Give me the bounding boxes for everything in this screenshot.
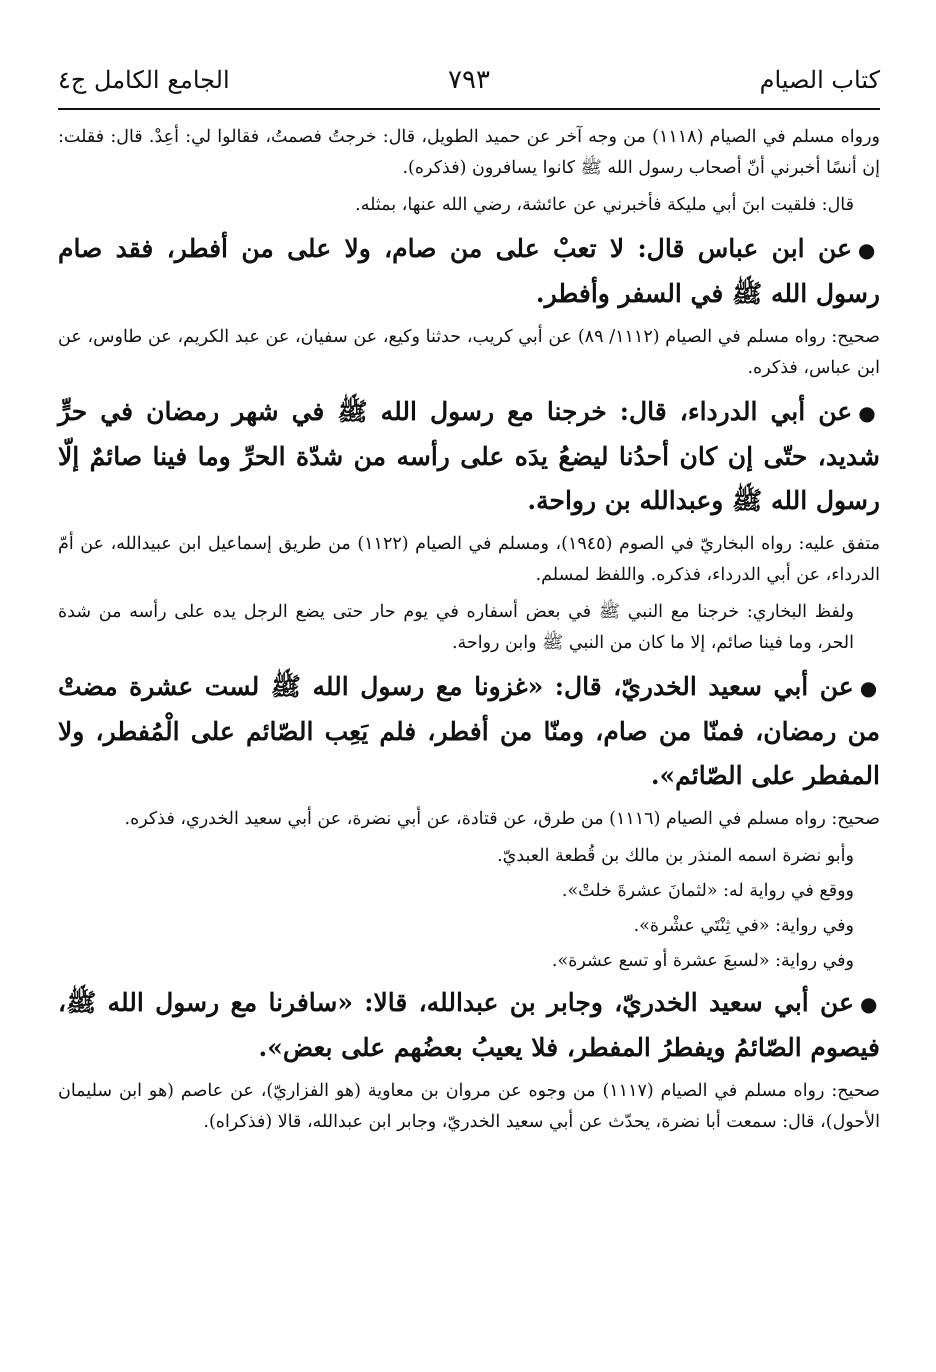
narration-variants	[58, 841, 880, 977]
commentary-paragraph: قال: فلقيت ابنَ أبي مليكة فأخبرني عن عائشة، رضي الله عنها، بمثله.	[355, 195, 854, 215]
bullet-icon: ●	[859, 676, 880, 700]
page-number: ٧٩٣	[448, 65, 490, 95]
hadith-text: عن أبي الدرداء، قال: خرجنا مع رسول الله ﷺ في شهر رمضان في حرٍّ شديد، حتّى إن كان أحدُنا ليضعُ يدَه على رأسه من شدّة الحرِّ وما فينا صائمٌ إلّا رسول الله ﷺ وعبدالله بن رواحة.	[58, 397, 880, 515]
commentary-paragraph: وفي رواية: «في ثِنْتَي عشْرة».	[633, 916, 854, 936]
book-title: الجامع الكامل ج٤	[58, 66, 230, 94]
hadith-paragraph	[58, 981, 880, 1070]
commentary-paragraph: ولفظ البخاري: خرجنا مع النبي ﷺ في بعض أسفاره في يوم حار حتى يضع الرجل يده على رأسه من شدة الحر، وما فينا صائم، إلا ما كان من النبي ﷺ وابن رواحة.	[58, 602, 854, 653]
commentary-paragraph: صحيح: رواه مسلم في الصيام (١١١٦) من طرق، عن قتادة، عن أبي نضرة، عن أبي سعيد الخدري، فذكره.	[124, 809, 880, 829]
commentary-paragraph: وأبو نضرة اسمه المنذر بن مالك بن قُطعة العبديّ.	[497, 846, 854, 866]
hadith-paragraph	[58, 390, 880, 523]
bullet-icon: ●	[857, 238, 880, 262]
chapter-title: كتاب الصيام	[759, 66, 880, 94]
hadith-paragraph	[58, 665, 880, 798]
page-body	[58, 122, 880, 1144]
hadith-paragraph	[58, 227, 880, 316]
commentary-paragraph: وفي رواية: «لسبعَ عشرة أو تسع عشرة».	[551, 951, 854, 971]
commentary-paragraph: ووقع في رواية له: «لثمانَ عشرةَ خلتْ».	[561, 881, 854, 901]
commentary-paragraph: صحيح: رواه مسلم في الصيام (١١١٢/ ٨٩) عن أبي كريب، حدثنا وكيع، عن سفيان، عن عبد الكريم، عن طاوس، عن ابن عباس، فذكره.	[58, 327, 880, 378]
hadith-text: عن أبي سعيد الخدريّ، وجابر بن عبدالله، قالا: «سافرنا مع رسول الله ﷺ، فيصوم الصّائمُ ويفطرُ المفطر، فلا يعيبُ بعضُهم على بعض».	[58, 988, 880, 1062]
commentary-paragraph: متفق عليه: رواه البخاريّ في الصوم (١٩٤٥)، ومسلم في الصيام (١١٢٢) من طريق إسماعيل ابن عبيدالله، عن أمّ الدرداء، عن أبي الدرداء، فذكره. واللفظ لمسلم.	[58, 534, 881, 585]
commentary-paragraph: صحيح: رواه مسلم في الصيام (١١١٧) من وجوه عن مروان بن معاوية (هو الفزاريّ)، عن عاصم (هو ابن سليمان الأحول)، قال: سمعت أبا نضرة، يحدّث عن أبي سعيد الخدريّ، وجابر ابن عبدالله، قالا (فذكراه).	[58, 1081, 880, 1132]
running-header	[58, 58, 880, 102]
commentary-paragraph: ورواه مسلم في الصيام (١١١٨) من وجه آخر عن حميد الطويل، قال: خرجتُ فصمتُ، فقالوا لي: أعِدْ. قال: فقلت: إن أنسًا أخبرني أنّ أصحاب رسول الله ﷺ كانوا يسافرون (فذكره).	[58, 127, 880, 178]
bullet-icon: ●	[859, 992, 881, 1016]
hadith-text: عن أبي سعيد الخدريّ، قال: «غزونا مع رسول الله ﷺ لست عشرة مضتْ من رمضان، فمنّا من صام، ومنّا من أفطر، فلم يَعِب الصّائم على الْمُفطر، ولا المفطر على الصّائم».	[58, 672, 880, 790]
header-divider	[58, 108, 880, 110]
hadith-text: عن ابن عباس قال: لا تعبْ على من صام، ولا على من أفطر، فقد صام رسول الله ﷺ في السفر وأفطر.	[58, 234, 880, 308]
bullet-icon: ●	[858, 401, 880, 425]
